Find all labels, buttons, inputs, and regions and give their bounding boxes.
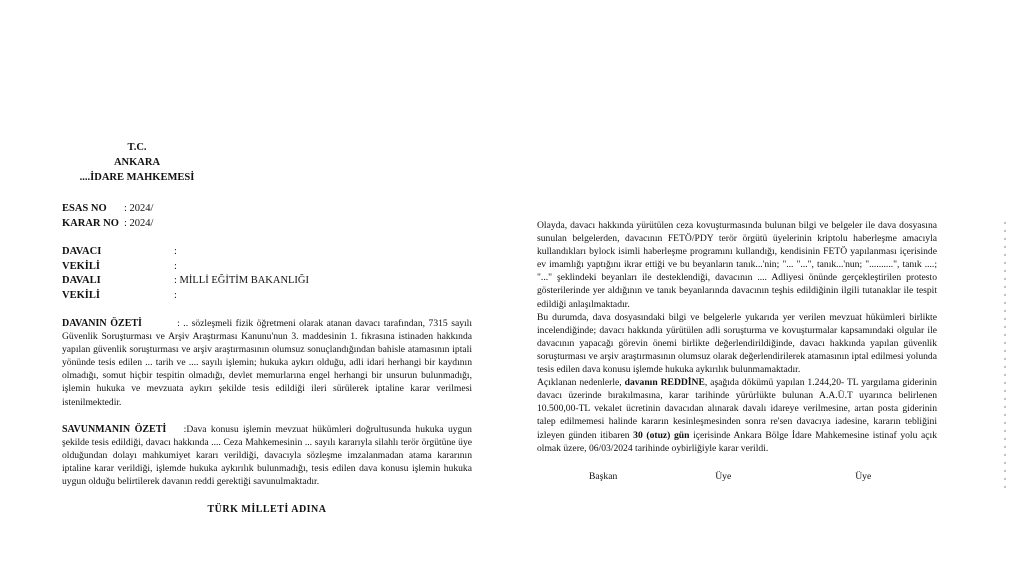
right-page (537, 219, 937, 482)
party-value: : MİLLİ EĞİTİM BAKANLIĞI (174, 275, 310, 286)
right-paragraph-2: Bu durumda, dava dosyasındaki bilgi ve belgelerle yukarıda yer verilen mevzuat hükümleri birlikte incelendiğinde; davacı hakkında yürütülen adli soruşturma ve kovuşturmalar kapsamındaki olgular ile davacının yapacağı görevin önemi birlikte değerlendirildiğinde, davacı hakkında yapılan güvenlik soruşturması ve arşiv araştırmasının olumsuz olarak değerlendirilerek atamasının iptal edilmesi yolunda tesis edilen dava konusu işlemde hukuka aykırılık bulunmamaktadır. (537, 311, 937, 376)
party-label: DAVALI (62, 275, 101, 286)
court-name: ....İDARE MAHKEMESİ (79, 172, 195, 183)
party-value: : (174, 260, 177, 272)
karar-label: KARAR NO (62, 218, 119, 229)
party-row (62, 245, 472, 260)
davanin-ozeti-text: : .. sözleşmeli fizik öğretmeni olarak atanan davacı tarafından, 7315 sayılı Güvenlik Soruşturması ve Arşiv Araştırması Kanunu'nun 3. maddesinin 1. fıkrasına istinaden hakkında yapılan güvenlik soruşturması ve arşiv araştırmasının olumsuz sonuçlandığından bahisle atamasının iptali yönünde tesis edilen ... tarih ve .... sayılı işlemin; hukuka aykırı olduğu, adli idari herhangi bir kaydının olmadığı, somut hiçbir tespitin olmadığı, devlet memurlarına engel herhangi bir unsurun bulunmadığı, işlemin hukuka ve mevzuata aykırı şekilde tesis edildiği ileri sürülerek iptaline karar verilmesi istenilmektedir. (62, 318, 473, 408)
party-value: : (174, 246, 177, 257)
esas-label: ESAS NO (62, 203, 107, 214)
karar-row (62, 216, 472, 231)
davanin-ozeti-title: DAVANIN ÖZETİ (62, 318, 142, 329)
margin-dotted-rule (1004, 219, 1006, 489)
savunmanin-ozeti-title: SAVUNMANIN ÖZETİ (62, 423, 167, 435)
party-label: VEKİLİ (62, 289, 100, 301)
esas-row (62, 201, 472, 216)
p3-part-c: içerisinde Ankara Bölge İdare Mahkemesine istinaf yolu açık olmak üzere, 06/03/2024 tarihinde oybirliğiyle karar verildi. (537, 429, 937, 454)
party-row (62, 274, 472, 289)
parties (62, 245, 472, 303)
left-page (62, 140, 472, 517)
savunmanin-ozeti-text: :Dava konusu işlemin mevzuat hükümleri doğrultusunda hukuka uygun şekilde tesis edildiği, davacı hakkında .... Ceza Mahkemesinin ... sayılı kararıyla silahlı terör örgütüne üye olduğundan dolayı mahkumiyet kararı verildiği, davacıyla sözleşme imzalanmadan atama kararının iptaline karar verildiği, işlemde hukuka aykırılık bulunmadığı, tesis edilen dava konusu işlemin hukuka uygun olduğu belirtilerek davanın reddi gerektiği savunulmaktadır. (62, 423, 472, 488)
party-row (62, 260, 472, 275)
turk-milleti-adina: TÜRK MİLLETİ ADINA (207, 504, 327, 516)
party-label: DAVACI (62, 246, 102, 257)
p3-part-a: Açıklanan nedenlerle, (537, 377, 625, 389)
davanin-ozeti-paragraph (62, 317, 472, 409)
right-paragraph-1: Olayda, davacı hakkında yürütülen ceza kovuşturmasında bulunan bilgi ve belgeler ile dava dosyasına sunulan belgelerden, davacının FETÖ/PDY terör örgütü üyelerinin kriptolu haberleşme amacıyla kullandıkları bylock isimli haberleşme programını kullandığı, kendisinin FETÖ yapılanması içerisinde ev imamlığı yaptığını ikrar ettiği ve bu beyanların tanık...'nin; "... "...", tanık...'nun; "..........", tanık ....; "..." şeklindeki beyanları ile desteklendiği, davacının .... Adliyesi önünde gerçekleştirilen protesto gösterilerinde yer aldığının ve tanık beyanlarında davacının teşhis edildiğinin ilgili tutanaklar ile tespit edildiği anlaşılmaktadır. (537, 220, 937, 310)
right-paragraph-3 (537, 376, 937, 455)
country-label: T.C. (127, 142, 147, 153)
karar-value: : 2024/ (124, 218, 154, 229)
court-header (62, 140, 212, 185)
p3-part-b: , aşağıda dökümü yapılan 1.244,20- TL yargılama giderinin davacı üzerinde bırakılmasına, karar tarihinde yürürlükte bulunan A.A.Ü.T uyarınca belirlenen 10.500,00-TL vekalet ücretinin davacıdan alınarak davalı idareye verilmesine, artan posta giderinin talep edilmemesi halinde kararın kesinleşmesinden sonra re'sen davacıya iadesine, kararın tebliğini izleyen günden itibaren (537, 377, 937, 441)
signature-row (537, 471, 937, 482)
esas-value: : 2024/ (124, 203, 154, 214)
city-label: ANKARA (113, 157, 161, 168)
case-numbers (62, 201, 472, 231)
party-label: VEKİLİ (62, 260, 100, 272)
signature-baskan: Başkan (589, 470, 618, 482)
party-row (62, 289, 472, 304)
signature-uye-1: Üye (715, 470, 732, 482)
p3-bold-reddine: davanın REDDİNE (624, 377, 705, 389)
signature-uye-2: Üye (855, 470, 872, 482)
party-value: : (174, 289, 177, 301)
savunmanin-ozeti-paragraph (62, 423, 472, 488)
p3-bold-days: 30 (otuz) gün (633, 429, 690, 441)
